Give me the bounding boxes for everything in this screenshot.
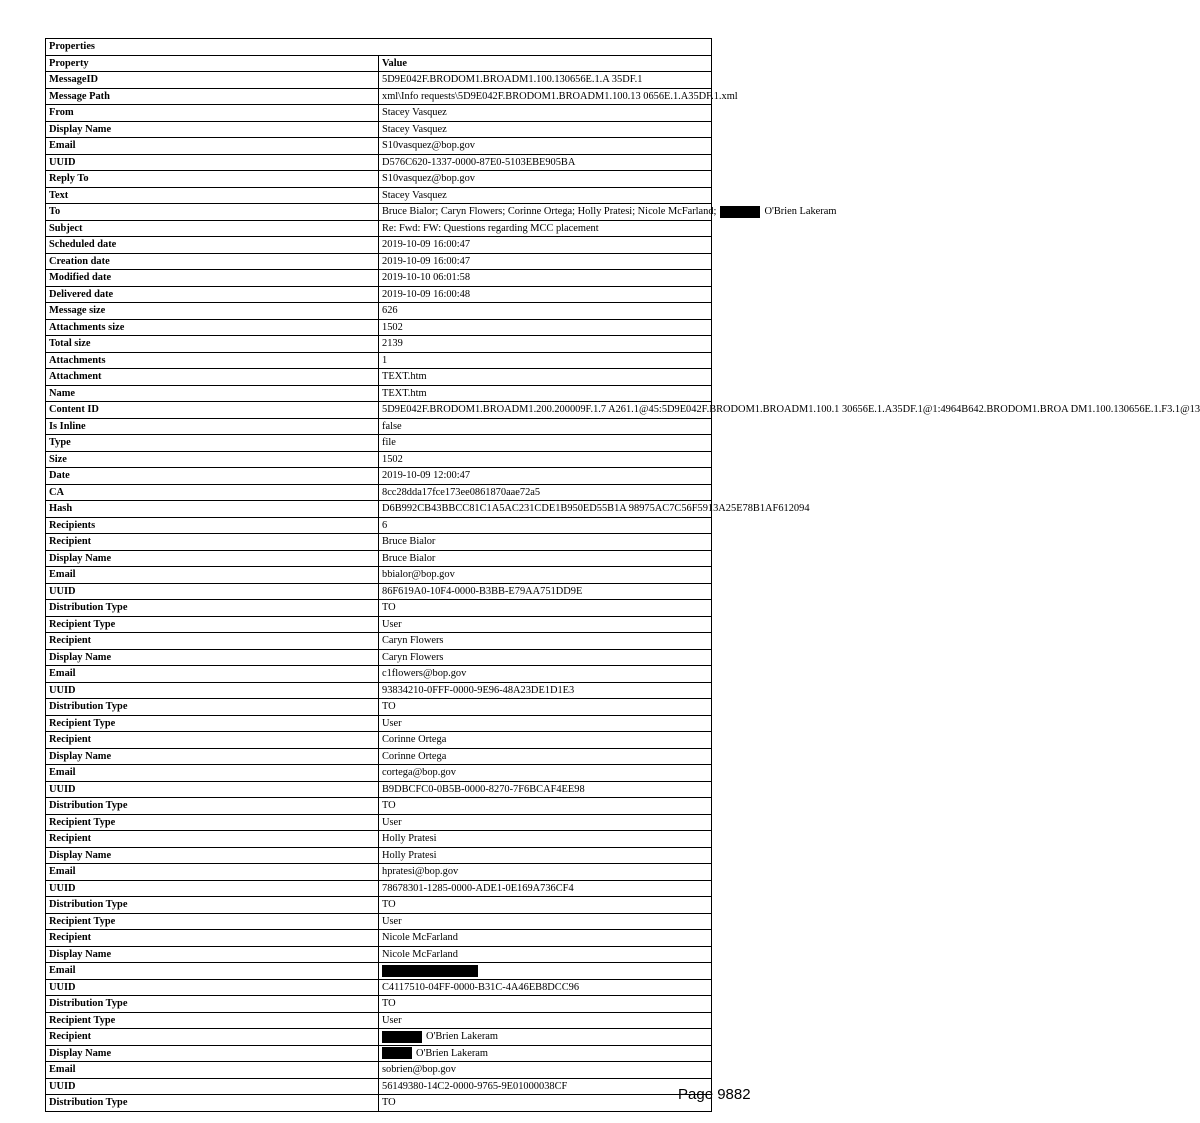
property-value: TO bbox=[379, 897, 712, 914]
property-name: Recipient Type bbox=[46, 616, 379, 633]
property-name: Recipient bbox=[46, 732, 379, 749]
table-row bbox=[46, 847, 712, 864]
property-value: 1502 bbox=[379, 451, 712, 468]
property-value: Nicole McFarland bbox=[379, 930, 712, 947]
property-name: Type bbox=[46, 435, 379, 452]
property-name: Recipient bbox=[46, 930, 379, 947]
table-row bbox=[46, 402, 712, 419]
property-name: UUID bbox=[46, 1078, 379, 1095]
property-value: file bbox=[379, 435, 712, 452]
value-text: Bruce Bialor; Caryn Flowers; Corinne Ortega; Holly Pratesi; Nicole McFarland; bbox=[382, 206, 717, 217]
property-name: Distribution Type bbox=[46, 1095, 379, 1112]
property-name: MessageID bbox=[46, 72, 379, 89]
property-name: Recipient bbox=[46, 831, 379, 848]
table-row bbox=[46, 484, 712, 501]
table-title-row bbox=[46, 39, 712, 56]
property-value bbox=[379, 963, 712, 980]
table-row bbox=[46, 748, 712, 765]
property-name: Distribution Type bbox=[46, 600, 379, 617]
table-row bbox=[46, 88, 712, 105]
property-name: Name bbox=[46, 385, 379, 402]
property-value: 1502 bbox=[379, 319, 712, 336]
property-name: Email bbox=[46, 1062, 379, 1079]
property-name: UUID bbox=[46, 979, 379, 996]
property-name: Email bbox=[46, 138, 379, 155]
property-value: cortega@bop.gov bbox=[379, 765, 712, 782]
redaction-box bbox=[720, 206, 760, 218]
property-value: Holly Pratesi bbox=[379, 847, 712, 864]
table-row bbox=[46, 253, 712, 270]
property-value: 56149380-14C2-0000-9765-9E01000038CF bbox=[379, 1078, 712, 1095]
table-row bbox=[46, 501, 712, 518]
property-value: 78678301-1285-0000-ADE1-0E169A736CF4 bbox=[379, 880, 712, 897]
property-value: TO bbox=[379, 1095, 712, 1112]
table-row bbox=[46, 765, 712, 782]
property-value: sobrien@bop.gov bbox=[379, 1062, 712, 1079]
table-row bbox=[46, 567, 712, 584]
property-value: Bruce Bialor bbox=[379, 550, 712, 567]
value-suffix: O'Brien Lakeram bbox=[416, 1047, 488, 1059]
property-name: Recipient Type bbox=[46, 1012, 379, 1029]
table-row bbox=[46, 468, 712, 485]
property-name: Recipient bbox=[46, 534, 379, 551]
table-row bbox=[46, 798, 712, 815]
property-value: 93834210-0FFF-0000-9E96-48A23DE1D1E3 bbox=[379, 682, 712, 699]
property-name: Is Inline bbox=[46, 418, 379, 435]
property-name: Modified date bbox=[46, 270, 379, 287]
table-row bbox=[46, 831, 712, 848]
property-name: Date bbox=[46, 468, 379, 485]
property-name: Display Name bbox=[46, 649, 379, 666]
property-value: TEXT.htm bbox=[379, 385, 712, 402]
property-value: B9DBCFC0-0B5B-0000-8270-7F6BCAF4EE98 bbox=[379, 781, 712, 798]
table-row bbox=[46, 121, 712, 138]
table-row bbox=[46, 633, 712, 650]
property-value: D576C620-1337-0000-87E0-5103EBE905BA bbox=[379, 154, 712, 171]
property-value: Caryn Flowers bbox=[379, 633, 712, 650]
property-value: Re: Fwd: FW: Questions regarding MCC placement bbox=[379, 220, 712, 237]
table-row bbox=[46, 1029, 712, 1046]
property-name: Attachments size bbox=[46, 319, 379, 336]
property-name: Scheduled date bbox=[46, 237, 379, 254]
table-row bbox=[46, 897, 712, 914]
property-name: Display Name bbox=[46, 1045, 379, 1062]
property-column-header: Property bbox=[46, 55, 379, 72]
table-row bbox=[46, 352, 712, 369]
table-row bbox=[46, 649, 712, 666]
table-row bbox=[46, 583, 712, 600]
property-name: Text bbox=[46, 187, 379, 204]
property-value: TO bbox=[379, 798, 712, 815]
property-name: UUID bbox=[46, 781, 379, 798]
property-name: Total size bbox=[46, 336, 379, 353]
property-name: Email bbox=[46, 963, 379, 980]
property-value: 2139 bbox=[379, 336, 712, 353]
property-value: 8cc28dda17fce173ee0861870aae72a5 bbox=[379, 484, 712, 501]
property-value: 86F619A0-10F4-0000-B3BB-E79AA751DD9E bbox=[379, 583, 712, 600]
property-name: Message Path bbox=[46, 88, 379, 105]
property-value: 5D9E042F.BRODOM1.BROADM1.200.200009F.1.7 A261.1@45:5D9E042F.BRODOM1.BROADM1.100.1 30656E.1.A35DF.1@1:4964B642.BRODOM1.BROA DM1.100.130656E.1.F3.1@13 bbox=[379, 402, 712, 419]
table-row bbox=[46, 732, 712, 749]
property-value: c1flowers@bop.gov bbox=[379, 666, 712, 683]
property-name: Delivered date bbox=[46, 286, 379, 303]
property-name: UUID bbox=[46, 154, 379, 171]
property-name: Message size bbox=[46, 303, 379, 320]
property-name: Attachments bbox=[46, 352, 379, 369]
property-name: Recipient Type bbox=[46, 715, 379, 732]
property-name: To bbox=[46, 204, 379, 221]
property-value: User bbox=[379, 913, 712, 930]
table-row bbox=[46, 336, 712, 353]
property-name: CA bbox=[46, 484, 379, 501]
property-name: Email bbox=[46, 666, 379, 683]
table-row bbox=[46, 1095, 712, 1112]
property-value: Caryn Flowers bbox=[379, 649, 712, 666]
property-name: Email bbox=[46, 765, 379, 782]
property-value: User bbox=[379, 616, 712, 633]
redaction-box bbox=[382, 965, 478, 977]
property-value: bbialor@bop.gov bbox=[379, 567, 712, 584]
property-name: Recipients bbox=[46, 517, 379, 534]
table-row bbox=[46, 517, 712, 534]
table-row bbox=[46, 616, 712, 633]
property-name: Reply To bbox=[46, 171, 379, 188]
property-value: D6B992CB43BBCC81C1A5AC231CDE1B950ED55B1A 98975AC7C56F5913A25E78B1AF612094 bbox=[379, 501, 712, 518]
property-name: Subject bbox=[46, 220, 379, 237]
property-name: Display Name bbox=[46, 121, 379, 138]
property-name: Distribution Type bbox=[46, 699, 379, 716]
property-name: UUID bbox=[46, 880, 379, 897]
table-row bbox=[46, 171, 712, 188]
property-name: Distribution Type bbox=[46, 798, 379, 815]
property-value: C4117510-04FF-0000-B31C-4A46EB8DCC96 bbox=[379, 979, 712, 996]
value-column-header: Value bbox=[379, 55, 712, 72]
property-name: Recipient bbox=[46, 633, 379, 650]
table-row bbox=[46, 303, 712, 320]
table-header-row bbox=[46, 55, 712, 72]
table-row bbox=[46, 204, 712, 221]
property-value: Stacey Vasquez bbox=[379, 187, 712, 204]
property-name: Content ID bbox=[46, 402, 379, 419]
table-row bbox=[46, 220, 712, 237]
property-value: 2019-10-09 16:00:47 bbox=[379, 253, 712, 270]
property-value: 2019-10-09 12:00:47 bbox=[379, 468, 712, 485]
table-row bbox=[46, 319, 712, 336]
property-value: Corinne Ortega bbox=[379, 748, 712, 765]
property-name: Recipient Type bbox=[46, 814, 379, 831]
property-value: Bruce Bialor bbox=[379, 534, 712, 551]
property-value: Corinne Ortega bbox=[379, 732, 712, 749]
property-name: Distribution Type bbox=[46, 996, 379, 1013]
property-name: UUID bbox=[46, 583, 379, 600]
table-row bbox=[46, 105, 712, 122]
property-name: Attachment bbox=[46, 369, 379, 386]
property-value: false bbox=[379, 418, 712, 435]
redaction-box bbox=[382, 1047, 412, 1059]
property-value: TO bbox=[379, 699, 712, 716]
property-value: Holly Pratesi bbox=[379, 831, 712, 848]
property-value: TO bbox=[379, 996, 712, 1013]
table-row bbox=[46, 534, 712, 551]
table-row bbox=[46, 996, 712, 1013]
table-row bbox=[46, 913, 712, 930]
property-name: Recipient Type bbox=[46, 913, 379, 930]
table-row bbox=[46, 72, 712, 89]
table-row bbox=[46, 270, 712, 287]
table-row bbox=[46, 600, 712, 617]
property-value: 5D9E042F.BRODOM1.BROADM1.100.130656E.1.A 35DF.1 bbox=[379, 72, 712, 89]
property-name: Size bbox=[46, 451, 379, 468]
property-value: 626 bbox=[379, 303, 712, 320]
table-row bbox=[46, 979, 712, 996]
table-row bbox=[46, 864, 712, 881]
property-value bbox=[379, 1045, 712, 1062]
table-row bbox=[46, 154, 712, 171]
property-name: Hash bbox=[46, 501, 379, 518]
property-name: Creation date bbox=[46, 253, 379, 270]
property-name: Display Name bbox=[46, 946, 379, 963]
page-number: Page 9882 bbox=[678, 1086, 751, 1103]
table-row bbox=[46, 286, 712, 303]
property-value bbox=[379, 204, 837, 221]
table-row bbox=[46, 451, 712, 468]
table-row bbox=[46, 1078, 712, 1095]
table-row bbox=[46, 418, 712, 435]
property-value: User bbox=[379, 1012, 712, 1029]
table-row bbox=[46, 1012, 712, 1029]
property-value: 2019-10-09 16:00:48 bbox=[379, 286, 712, 303]
table-row bbox=[46, 715, 712, 732]
table-row bbox=[46, 550, 712, 567]
table-row bbox=[46, 385, 712, 402]
property-value: 2019-10-10 06:01:58 bbox=[379, 270, 712, 287]
property-value: 6 bbox=[379, 517, 712, 534]
redaction-box bbox=[382, 1031, 422, 1043]
property-value: Stacey Vasquez bbox=[379, 121, 712, 138]
value-suffix: O'Brien Lakeram bbox=[764, 206, 837, 217]
table-row bbox=[46, 237, 712, 254]
property-value: xml\Info requests\5D9E042F.BRODOM1.BROADM1.100.13 0656E.1.A35DF.1.xml bbox=[379, 88, 712, 105]
property-name: Email bbox=[46, 864, 379, 881]
table-row bbox=[46, 814, 712, 831]
property-value bbox=[379, 1029, 712, 1046]
table-row bbox=[46, 435, 712, 452]
table-row bbox=[46, 682, 712, 699]
property-value: hpratesi@bop.gov bbox=[379, 864, 712, 881]
table-row bbox=[46, 880, 712, 897]
property-value: Stacey Vasquez bbox=[379, 105, 712, 122]
property-name: Distribution Type bbox=[46, 897, 379, 914]
property-value: S10vasquez@bop.gov bbox=[379, 138, 712, 155]
table-row bbox=[46, 138, 712, 155]
property-name: Recipient bbox=[46, 1029, 379, 1046]
property-name: Display Name bbox=[46, 847, 379, 864]
table-row bbox=[46, 369, 712, 386]
table-row bbox=[46, 946, 712, 963]
property-name: Display Name bbox=[46, 550, 379, 567]
property-value: User bbox=[379, 814, 712, 831]
table-row bbox=[46, 699, 712, 716]
property-value: 1 bbox=[379, 352, 712, 369]
property-value: User bbox=[379, 715, 712, 732]
table-row bbox=[46, 963, 712, 980]
property-value: 2019-10-09 16:00:47 bbox=[379, 237, 712, 254]
table-row bbox=[46, 187, 712, 204]
property-value: Nicole McFarland bbox=[379, 946, 712, 963]
property-value: TEXT.htm bbox=[379, 369, 712, 386]
table-row bbox=[46, 666, 712, 683]
table-title: Properties bbox=[46, 39, 712, 56]
property-name: Email bbox=[46, 567, 379, 584]
property-name: From bbox=[46, 105, 379, 122]
property-name: Display Name bbox=[46, 748, 379, 765]
property-value: S10vasquez@bop.gov bbox=[379, 171, 712, 188]
property-value: TO bbox=[379, 600, 712, 617]
value-suffix: O'Brien Lakeram bbox=[426, 1031, 498, 1042]
table-row bbox=[46, 1045, 712, 1062]
table-row bbox=[46, 1062, 712, 1079]
table-row bbox=[46, 781, 712, 798]
property-name: UUID bbox=[46, 682, 379, 699]
table-row bbox=[46, 930, 712, 947]
